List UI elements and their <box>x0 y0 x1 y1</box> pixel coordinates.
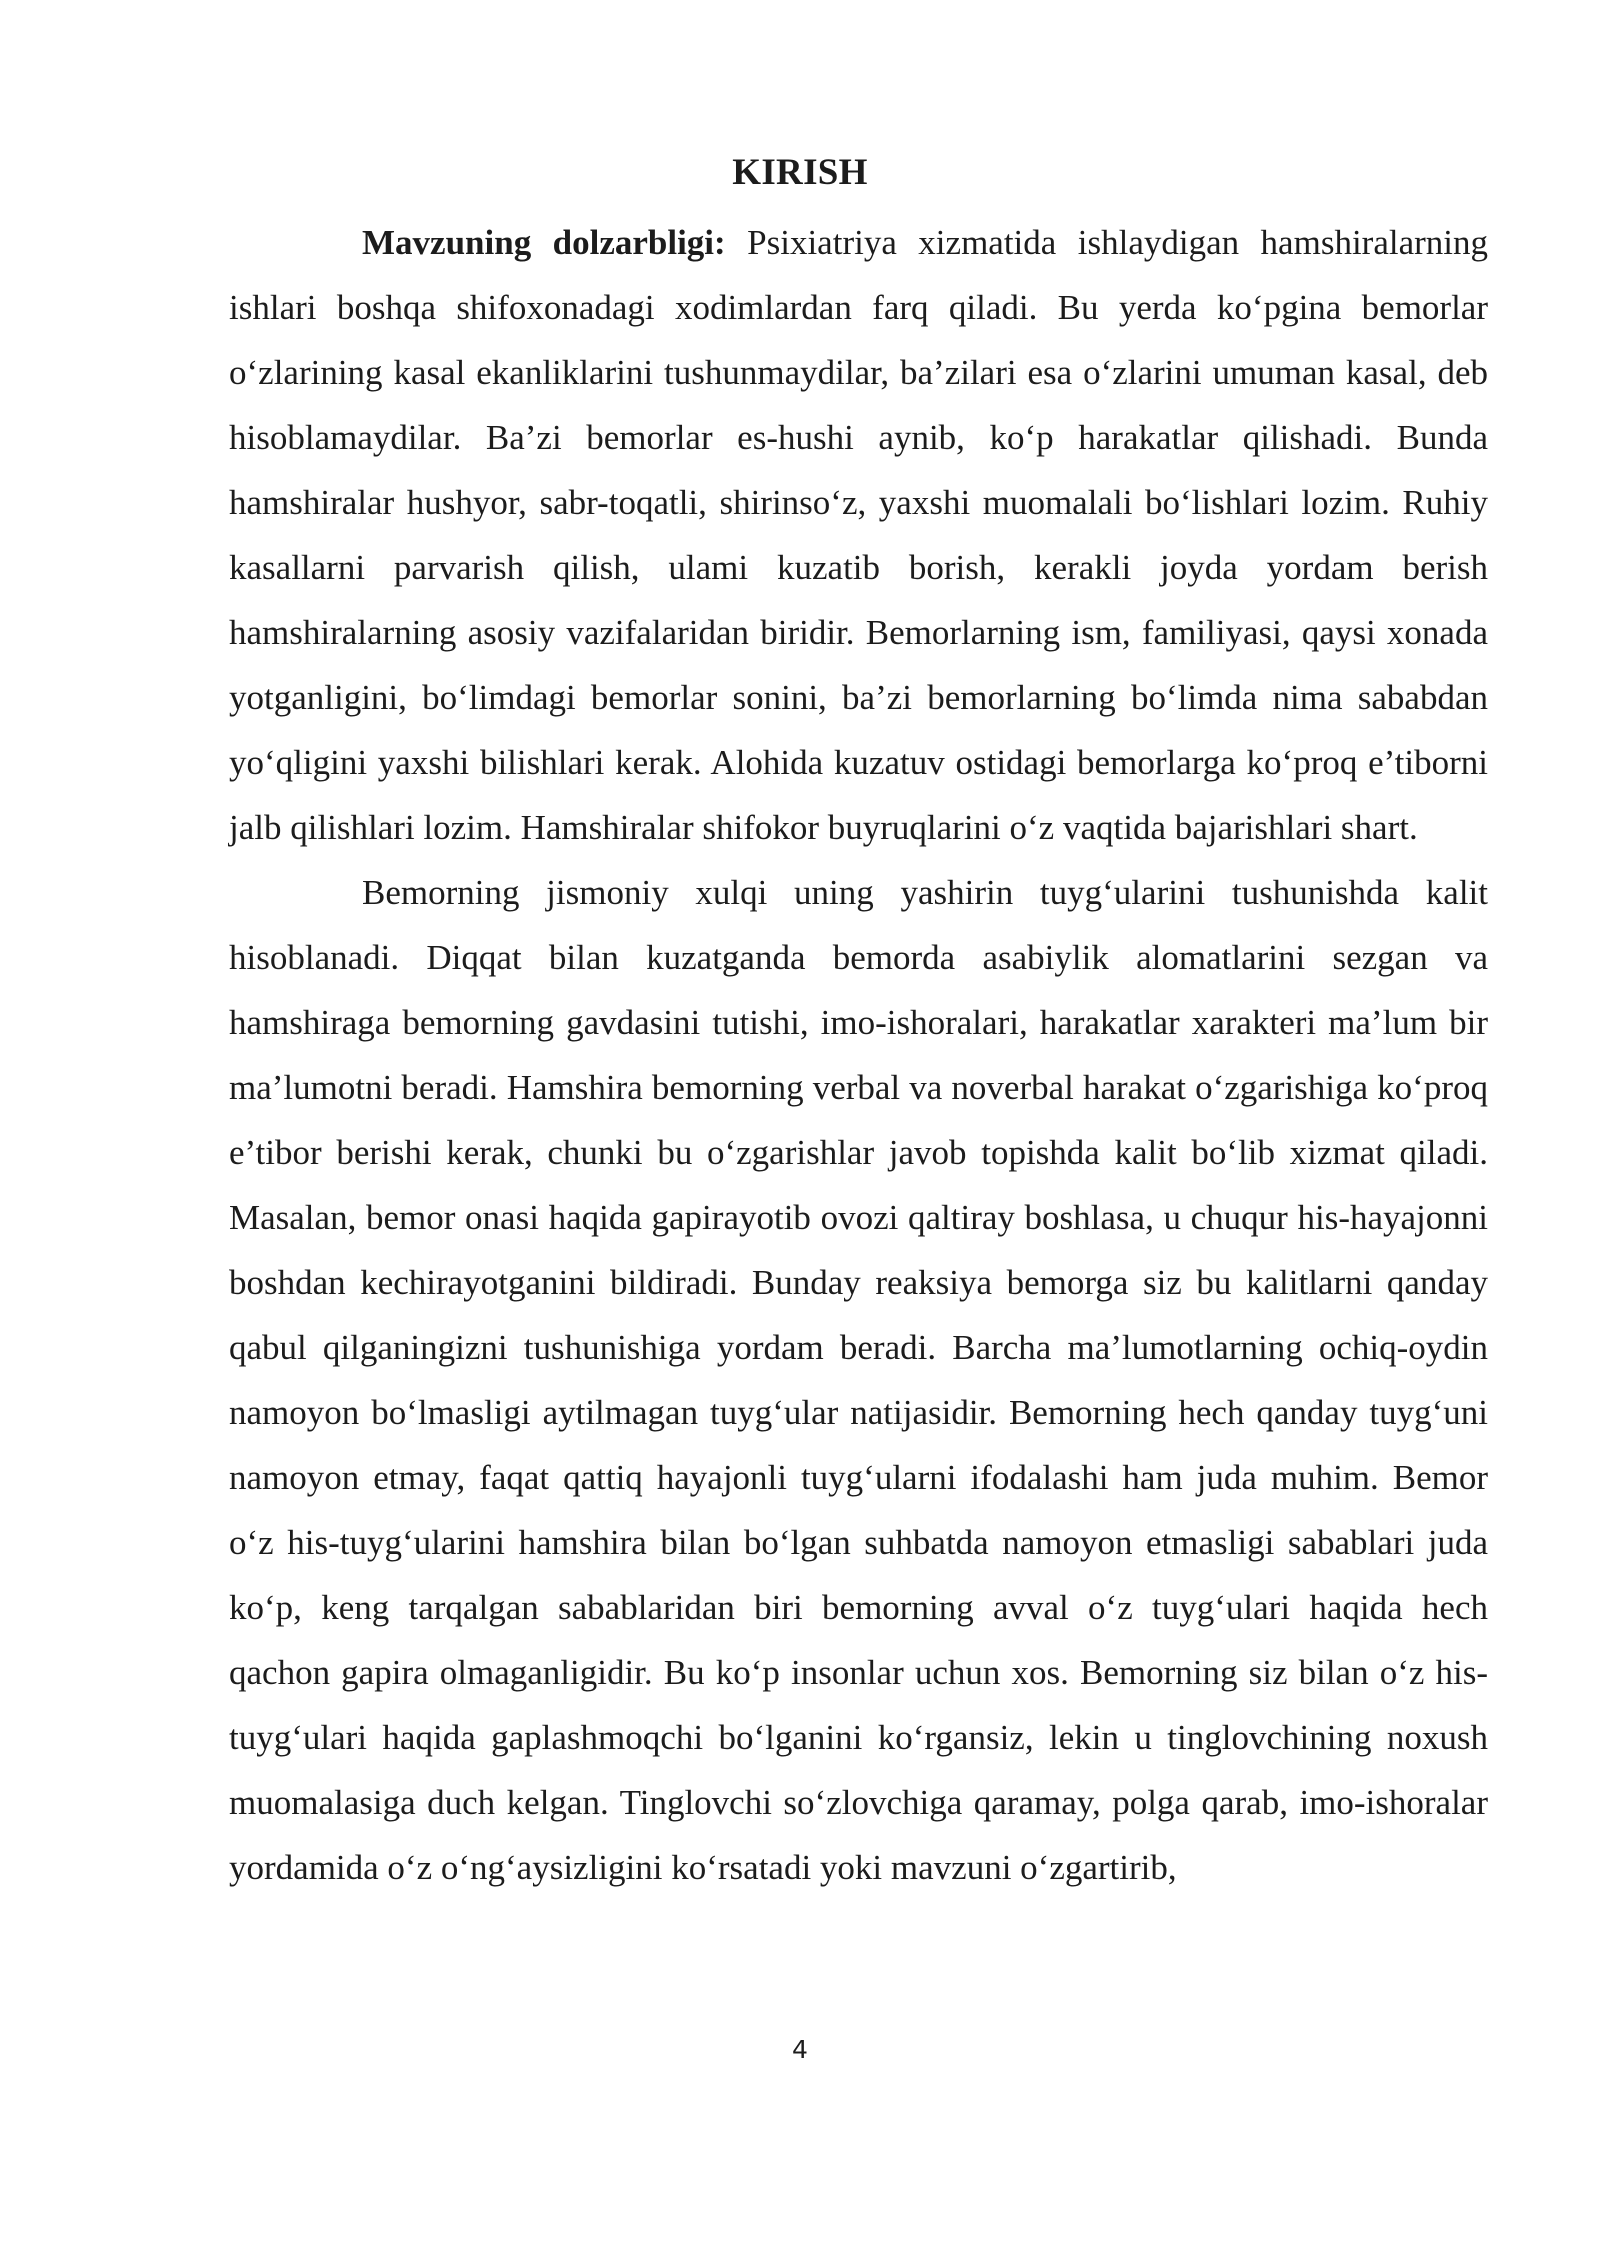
paragraph-behaviour: Bemorning jismoniy xulqi uning yashirin tuyg‘ularini tushunishda kalit hisoblanadi. Diqqat bilan kuzatganda bemorda asabiylik alomatlarini sezgan va hamshiraga bemorning gavdasini tutishi, imo-ishoralari, harakatlar xarakteri ma’lum bir ma’lumotni beradi. Hamshira bemorning verbal va noverbal harakat o‘zgarishiga ko‘proq e’tibor berishi kerak, chunki bu o‘zgarishlar javob topishda kalit bo‘lib xizmat qiladi. Masalan, bemor onasi haqida gapirayotib ovozi qaltiray boshlasa, u chuqur his-hayajonni boshdan kechirayotganini bildiradi. Bunday reaksiya bemorga siz bu kalitlarni qanday qabul qilganingizni tushunishiga yordam beradi. Barcha ma’lumotlarning ochiq-oydin namoyon bo‘lmasligi aytilmagan tuyg‘ular natijasidir. Bemorning hech qanday tuyg‘uni namoyon etmay, faqat qattiq hayajonli tuyg‘ularni ifodalashi ham juda muhim. Bemor o‘z his-tuyg‘ularini hamshira bilan bo‘lgan suhbatda namoyon etmasligi sabablari juda ko‘p, keng tarqalgan sabablaridan biri bemorning avval o‘z tuyg‘ulari haqida hech qachon gapira olmaganligidir. Bu ko‘p insonlar uchun xos. Bemorning siz bilan o‘z his-tuyg‘ulari haqida gaplashmoqchi bo‘lganini ko‘rgansiz, lekin u tinglovchining noxush muomalasiga duch kelgan. Tinglovchi so‘zlovchiga qaramay, polga qarab, imo-ishoralar yordamida o‘z o‘ng‘aysizligini ko‘rsatadi yoki mavzuni o‘zgartirib, <box>229 873 1488 1887</box>
paragraph-relevance <box>229 210 1488 860</box>
lead-label: Mavzuning dolzarbligi: <box>362 223 726 262</box>
body-text <box>229 210 1488 1900</box>
page-number: 4 <box>792 2035 808 2064</box>
section-heading: KIRISH <box>732 152 868 193</box>
paragraph-relevance-text: Psixiatriya xizmatida ishlaydigan hamshiralarning ishlari boshqa shifoxonadagi xodimlardan farq qiladi. Bu yerda ko‘pgina bemorlar o‘zlarining kasal ekanliklarini tushunmaydilar, ba’zilari esa o‘zlarini umuman kasal, deb hisoblamaydilar. Ba’zi bemorlar es-hushi aynib, ko‘p harakatlar qilishadi. Bunda hamshiralar hushyor, sabr-toqatli, shirinso‘z, yaxshi muomalali bo‘lishlari lozim. Ruhiy kasallarni parvarish qilish, ulami kuzatib borish, kerakli joyda yordam berish hamshiralarning asosiy vazifalaridan biridir. Bemorlarning ism, familiyasi, qaysi xonada yotganligini, bo‘limdagi bemorlar sonini, ba’zi bemorlarning bo‘limda nima sababdan yo‘qligini yaxshi bilishlari kerak. Alohida kuzatuv ostidagi bemorlarga ko‘proq e’tiborni jalb qilishlari lozim. Hamshiralar shifokor buyruqlarini o‘z vaqtida bajarishlari shart. <box>229 223 1488 847</box>
